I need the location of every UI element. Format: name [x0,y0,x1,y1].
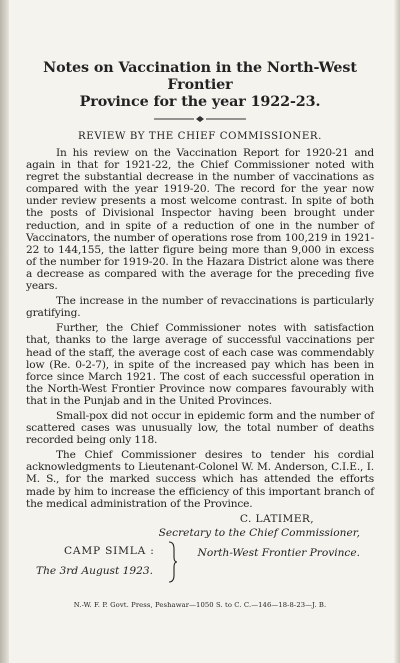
review-heading: REVIEW BY THE CHIEF COMMISSIONER. [78,131,322,142]
signatory-title-2: North-West Frontier Province. [197,546,360,559]
signature-block [26,527,374,587]
document-title [26,60,374,111]
signatory-name: C. LATIMER, [239,512,314,525]
curly-brace [168,541,178,583]
paragraph-1: In his review on the Vaccination Report for 1920-21 and again in that for 1921-22, the Chief Commissioner noted with regret the substantial decrease in the number of vaccinations as compared with the year 1919-20. The record for the year now under review presents a most welcome contrast. In spite of both the posts of Divisional Inspector having been brought under reduction, and in spite of a reduction of one in the number of Vaccinators, the number of operations rose from 100,219 in 1921-22 to 144,155, the latter figure being more than 9,000 in excess of the number for 1919-20. In the Hazara District alone was there a decrease as compared with the average for the preceding five years. [26,147,374,293]
title-line-1: Notes on Vaccination in the North-West Frontier [43,60,357,93]
page-edge-right [394,0,400,663]
date-line: The 3rd August 1923. [36,564,153,577]
paragraph-5: The Chief Commissioner desires to tender his cordial acknowledgments to Lieutenant-Colonel W. M. Anderson, C.I.E., I. M. S., for the marked success which has attended the efforts made by him to increase the efficiency of this important branch of the medical administration of the Province. [26,449,374,510]
paragraph-4: Small-pox did not occur in epidemic form and the number of scattered cases was unusually low, the total number of deaths recorded being only 118. [26,409,374,447]
ornament-divider [152,115,248,123]
title-line-2: Province for the year 1922-23. [79,94,321,110]
place-line: CAMP SIMLA : [64,544,155,557]
press-imprint: N.-W. F. P. Govt. Press, Peshawar—1050 S. to C. C.—146—18-8-23—J. B. [73,601,327,609]
paragraph-2: The increase in the number of revaccinations is particularly gratifying. [26,295,374,320]
paragraph-3: Further, the Chief Commissioner notes with satisfaction that, thanks to the large average of successful vaccinations per head of the staff, the average cost of each case was commendably low (Re. 0-2-7), in spite of the increased pay which has been in force since March 1921. The cost of each successful operation in the North-West Frontier Province now compares favourably with that in the Punjab and in the United Provinces. [26,322,374,407]
page-edge-left [0,0,9,663]
signatory-title-1: Secretary to the Chief Commissioner, [158,526,360,539]
